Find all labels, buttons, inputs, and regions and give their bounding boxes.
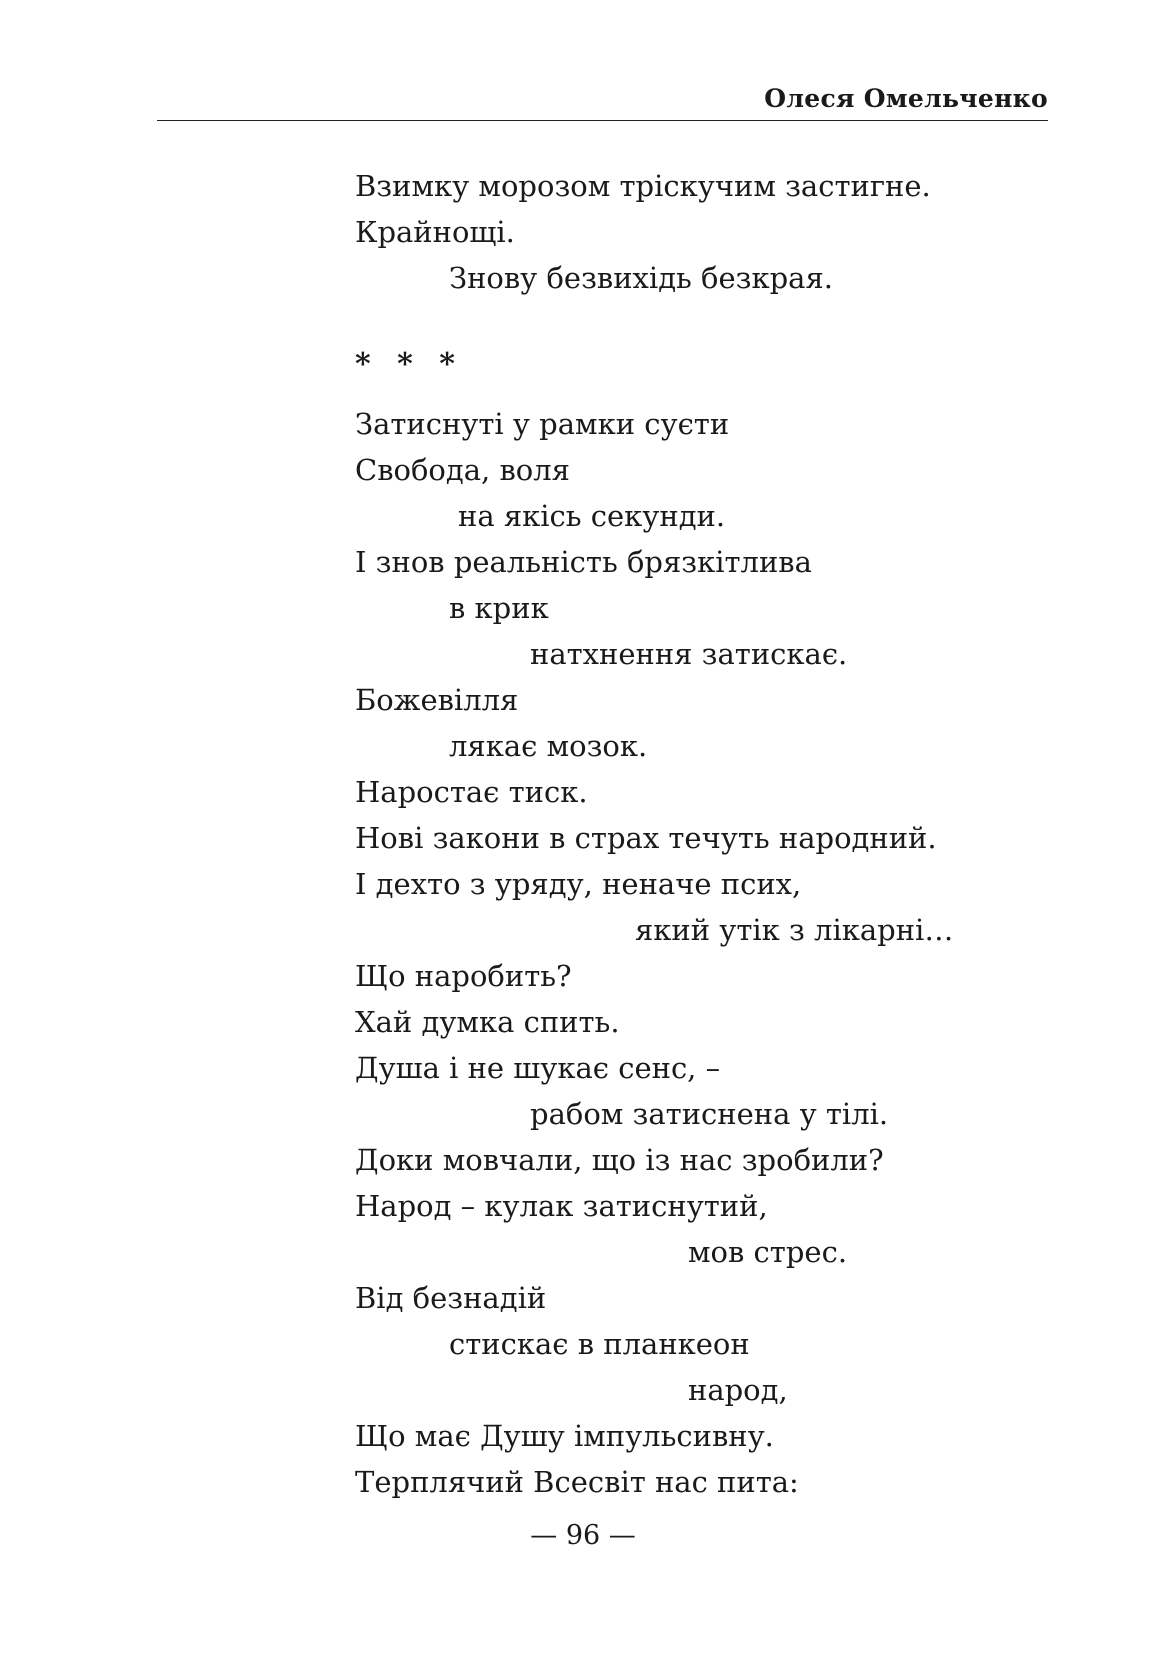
poem-line: Терплячий Всесвіт нас пита:: [355, 1465, 799, 1499]
poem-line: лякає мозок.: [449, 729, 648, 763]
poem-line: Знову безвихідь безкрая.: [449, 261, 833, 295]
poem-line: мов стрес.: [688, 1235, 848, 1269]
header-divider: [157, 120, 1048, 121]
running-header-author: Олеся Омельченко: [764, 84, 1048, 113]
poem-line: Нові закони в страх течуть народний.: [355, 821, 937, 855]
poem-line: Доки мовчали, що із нас зробили?: [355, 1143, 884, 1177]
poem-line: на якісь секунди.: [458, 499, 726, 533]
poem-line: в крик: [449, 591, 549, 625]
poem-line: стискає в планкеон: [449, 1327, 750, 1361]
poem-line: Що наробить?: [355, 959, 572, 993]
page-number: — 96 —: [530, 1520, 636, 1551]
poem-line: Хай думка спить.: [355, 1005, 620, 1039]
poem-line: Свобода, воля: [355, 453, 570, 487]
section-separator-stars: * * *: [355, 347, 463, 382]
poem-line: Душа і не шукає сенс, –: [355, 1051, 721, 1085]
poem-line: І дехто з уряду, неначе псих,: [355, 867, 802, 901]
poem-line: рабом затиснена у тілі.: [530, 1097, 889, 1131]
poem-line: натхнення затискає.: [530, 637, 848, 671]
poem-line: народ,: [688, 1373, 788, 1407]
poem-line: Затиснуті у рамки суєти: [355, 407, 730, 441]
poem-line: Наростає тиск.: [355, 775, 588, 809]
poem-line: Божевілля: [355, 683, 519, 717]
poem-line: Народ – кулак затиснутий,: [355, 1189, 768, 1223]
poem-line: Взимку морозом тріскучим застигне.: [355, 169, 931, 203]
poem-line: І знов реальність брязкітлива: [355, 545, 812, 579]
poem-line: який утік з лікарні…: [635, 913, 954, 947]
poem-line: Що має Душу імпульсивну.: [355, 1419, 774, 1453]
poem-line: Крайнощі.: [355, 215, 515, 249]
poem-line: Від безнадій: [355, 1281, 547, 1315]
